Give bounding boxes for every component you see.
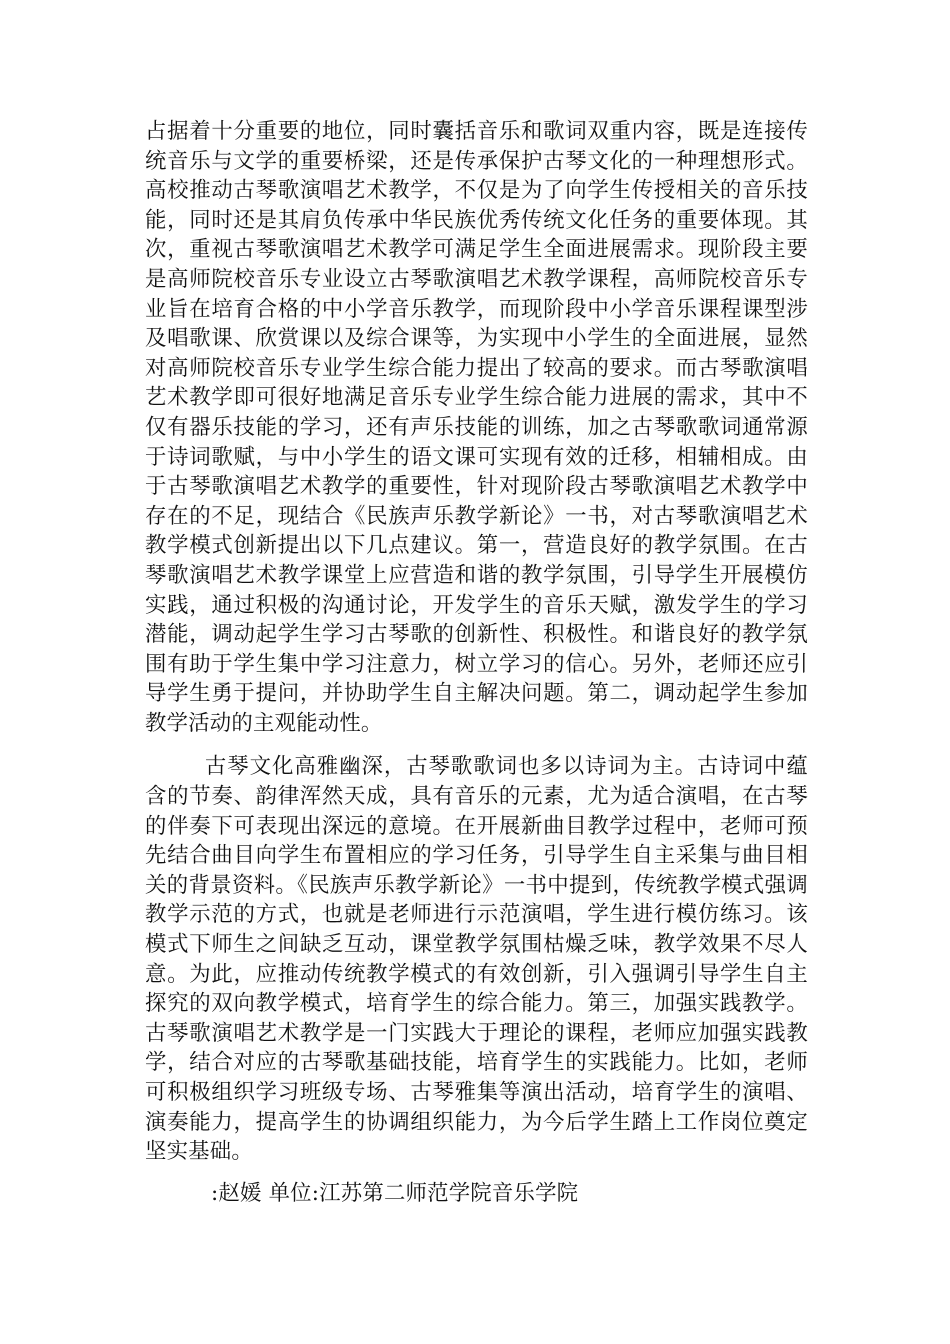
body-paragraph-1: 占据着十分重要的地位，同时囊括音乐和歌词双重内容，既是连接传统音乐与文学的重要桥梁，还是传承保护古琴文化的一种理想形式。高校推动古琴歌演唱艺术教学，不仅是为了向学生传授相关的音乐技能，同时还是其肩负传承中华民族优秀传统文化任务的重要体现。其次，重视古琴歌演唱艺术教学可满足学生全面进展需求。现阶段主要是高师院校音乐专业设立古琴歌演唱艺术教学课程，高师院校音乐专业旨在培育合格的中小学音乐教学，而现阶段中小学音乐课程课型涉及唱歌课、欣赏课以及综合课等，为实现中小学生的全面进展，显然对高师院校音乐专业学生综合能力提出了较高的要求。而古琴歌演唱艺术教学即可很好地满足音乐专业学生综合能力进展的需求，其中不仅有器乐技能的学习，还有声乐技能的训练，加之古琴歌歌词通常源于诗词歌赋，与中小学生的语文课可实现有效的迁移，相辅相成。由于古琴歌演唱艺术教学的重要性，针对现阶段古琴歌演唱艺术教学中存在的不足，现结合《民族声乐教学新论》一书，对古琴歌演唱艺术教学模式创新提出以下几点建议。第一，营造良好的教学氛围。在古琴歌演唱艺术教学课堂上应营造和谐的教学氛围，引导学生开展模仿实践，通过积极的沟通讨论，开发学生的音乐天赋，激发学生的学习潜能，调动起学生学习古琴歌的创新性、积极性。和谐良好的教学氛围有助于学生集中学习注意力，树立学习的信心。另外，老师还应引导学生勇于提问，并协助学生自主解决问题。第二，调动起学生参加教学活动的主观能动性。 (145, 119, 808, 736)
body-paragraph-2: 古琴文化高雅幽深，古琴歌歌词也多以诗词为主。古诗词中蕴含的节奏、韵律浑然天成，具有音乐的元素，尤为适合演唱，在古琴的伴奏下可表现出深远的意境。在开展新曲目教学过程中，老师可预先结合曲目向学生布置相应的学习任务，引导学生自主采集与曲目相关的背景资料。《民族声乐教学新论》一书中提到，传统教学模式强调教学示范的方式，也就是老师进行示范演唱，学生进行模仿练习。该模式下师生之间缺乏互动，课堂教学氛围枯燥乏味，教学效果不尽人意。为此，应推动传统教学模式的有效创新，引入强调引导学生自主探究的双向教学模式，培育学生的综合能力。第三，加强实践教学。古琴歌演唱艺术教学是一门实践大于理论的课程，老师应加强实践教学，结合对应的古琴歌基础技能，培育学生的实践能力。比如，老师可积极组织学习班级专场、古琴雅集等演出活动，培育学生的演唱、演奏能力，提高学生的协调组织能力，为今后学生踏上工作岗位奠定坚实基础。 (145, 754, 808, 1165)
author-affiliation-line: :赵媛 单位:江苏第二师范学院音乐学院 (211, 1180, 579, 1206)
document-page (145, 117, 808, 1208)
